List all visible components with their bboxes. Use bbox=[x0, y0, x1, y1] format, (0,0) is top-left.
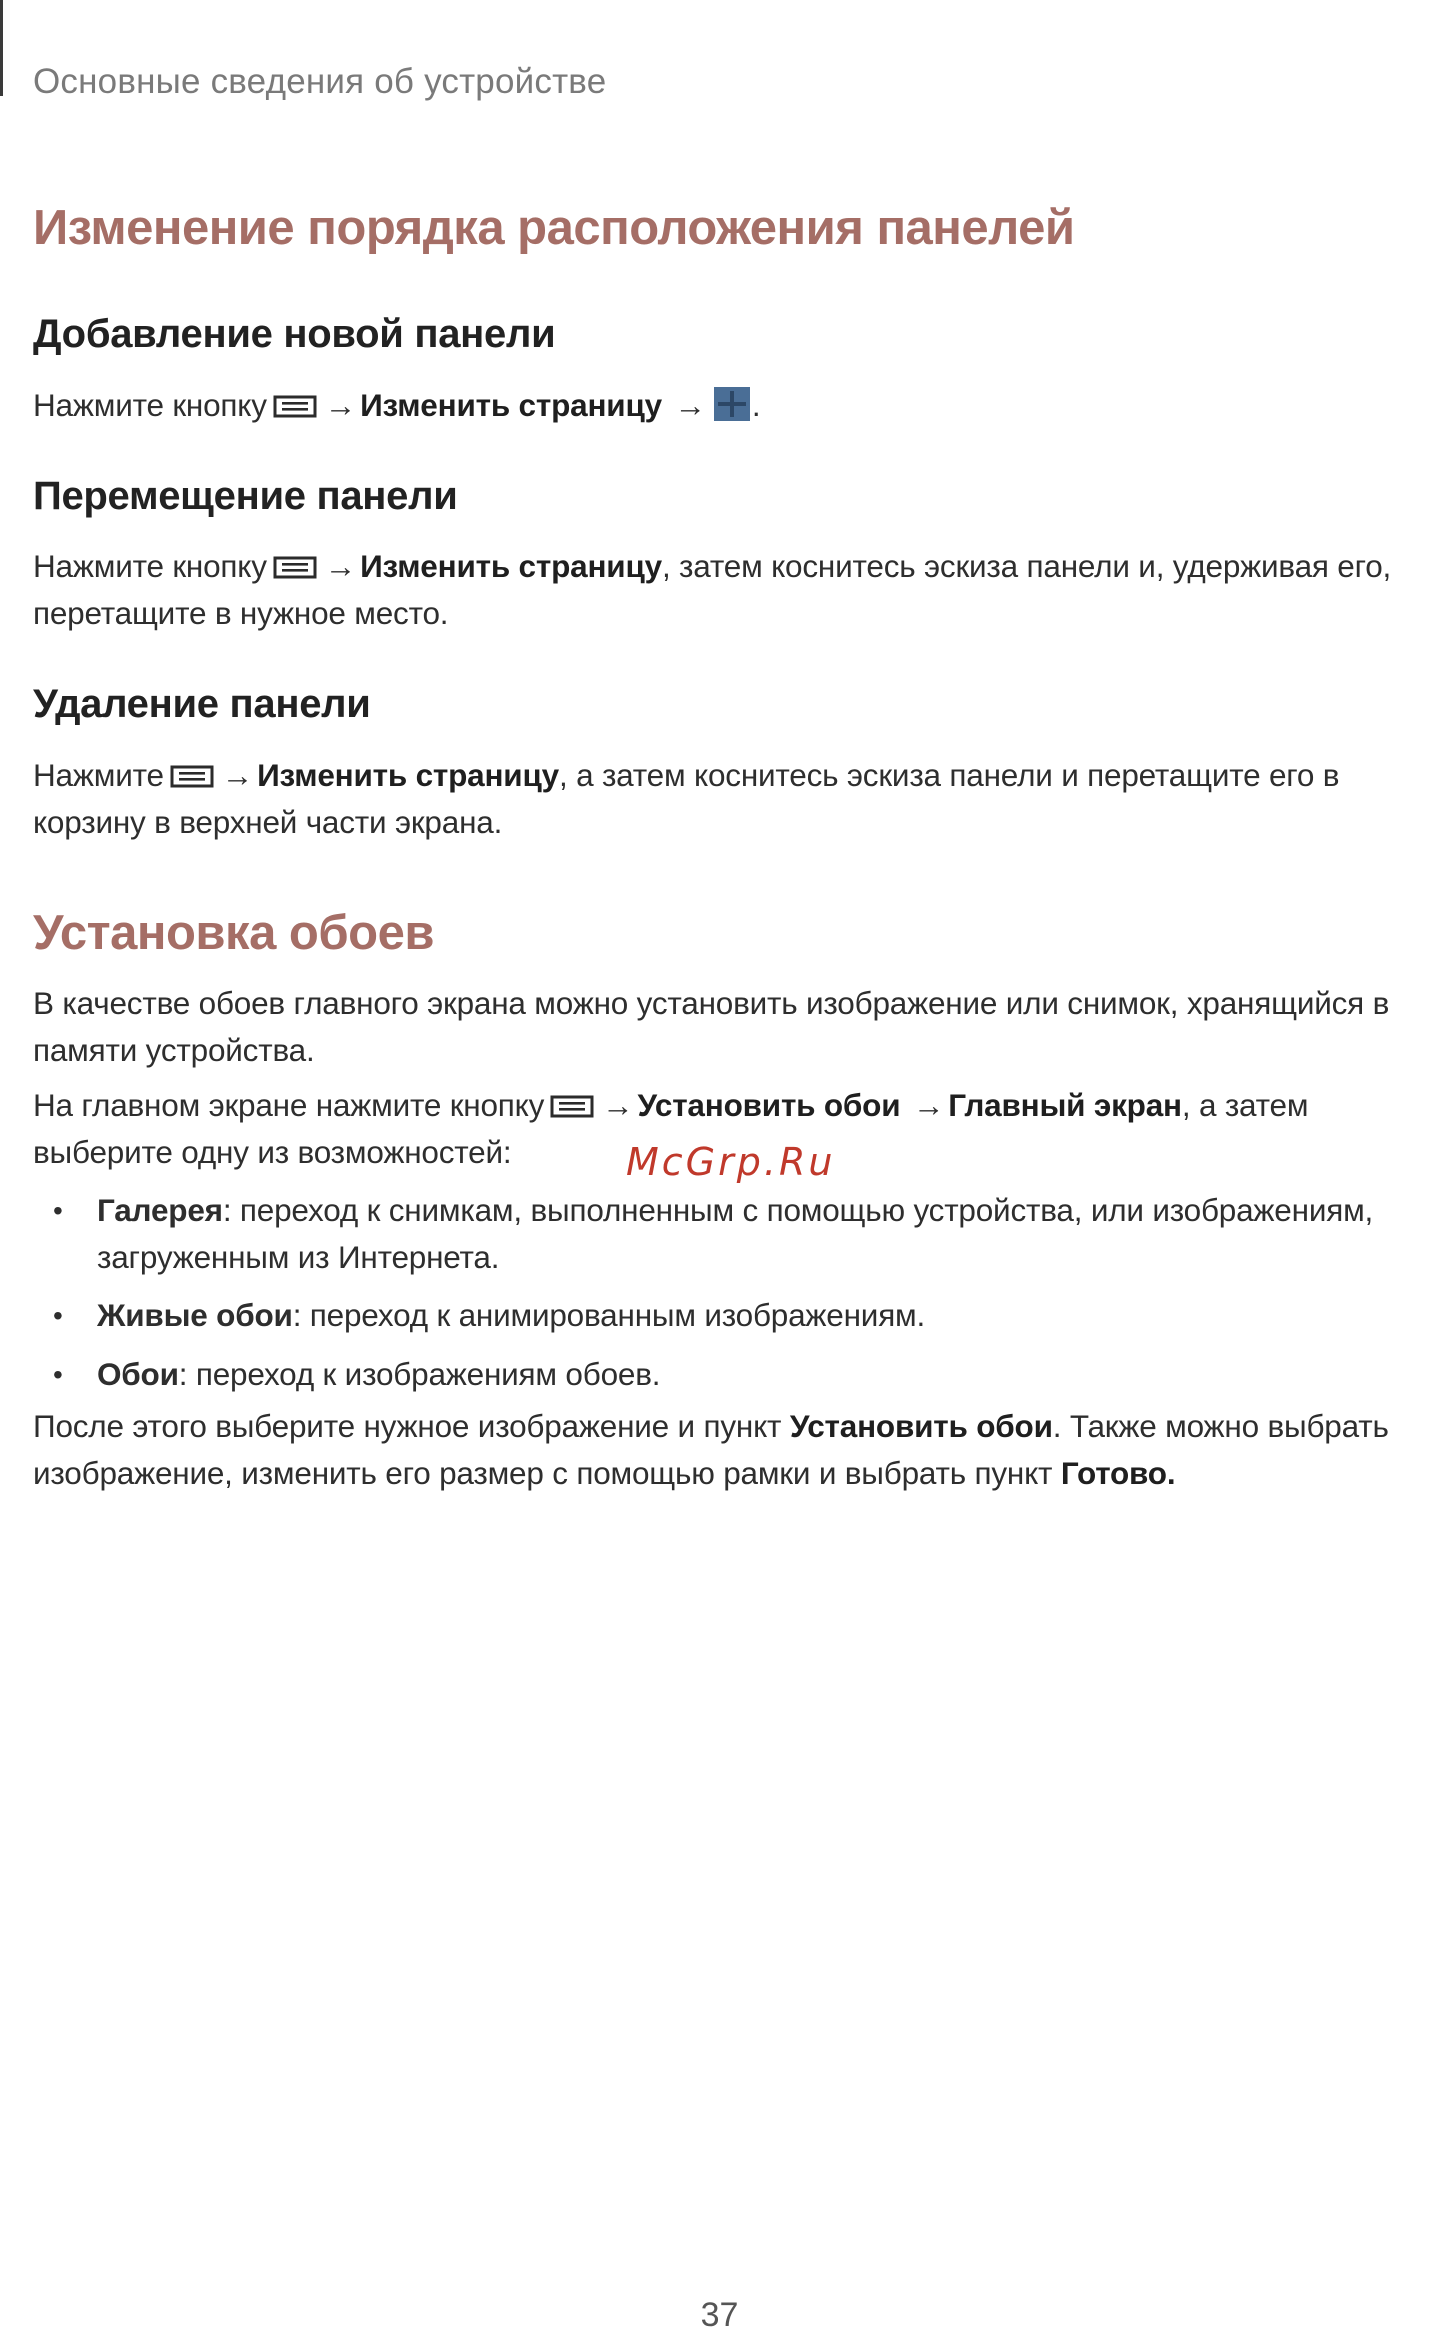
menu-key-icon bbox=[273, 556, 317, 579]
bold-term: Галерея bbox=[97, 1192, 223, 1228]
bullet-dot: • bbox=[53, 1195, 63, 1226]
bold-term: Установить обои bbox=[789, 1408, 1053, 1444]
text: , затем коснитесь эскиза панели и, удерживая его, перетащите в нужное место. bbox=[33, 548, 1392, 631]
text: После этого выберите нужное изображение и пункт bbox=[33, 1408, 782, 1444]
running-header: Основные сведения об устройстве bbox=[33, 62, 607, 101]
bullet-dot: • bbox=[53, 1359, 63, 1390]
paragraph-wallpaper-finish bbox=[33, 1403, 1433, 1497]
bold-term: Обои bbox=[97, 1356, 179, 1392]
page-number: 37 bbox=[700, 2296, 739, 2334]
text: : переход к анимированным изображениям. bbox=[292, 1297, 926, 1333]
paragraph-delete-panel bbox=[33, 752, 1433, 846]
bold-term: Установить обои bbox=[637, 1087, 901, 1123]
list-item-text bbox=[97, 1187, 1417, 1281]
list-item-text bbox=[97, 1292, 1417, 1339]
bold-term: Главный экран bbox=[948, 1087, 1182, 1123]
text: , а затем коснитесь эскиза панели и перетащите его в корзину в верхней части экрана. bbox=[33, 757, 1340, 840]
arrow: → bbox=[221, 757, 254, 793]
text: Нажмите bbox=[33, 757, 164, 793]
paragraph-wallpaper-intro: В качестве обоев главного экрана можно установить изображение или снимок, хранящийся в памяти устройства. bbox=[33, 985, 1390, 1068]
period: . bbox=[751, 387, 761, 423]
section-title-wallpaper: Установка обоев bbox=[33, 906, 434, 960]
heading-add-panel: Добавление новой панели bbox=[33, 312, 556, 356]
period: . bbox=[1166, 1455, 1176, 1491]
heading-delete-panel: Удаление панели bbox=[33, 682, 371, 726]
arrow: → bbox=[912, 1087, 945, 1123]
text: Нажмите кнопку bbox=[33, 387, 267, 423]
text: : переход к снимкам, выполненным с помощью устройства, или изображениям, загруженным из Интернета. bbox=[97, 1192, 1374, 1275]
section-title-panels: Изменение порядка расположения панелей bbox=[33, 201, 1075, 255]
arrow: → bbox=[324, 387, 357, 423]
bold-term: Живые обои bbox=[97, 1297, 293, 1333]
text: На главном экране нажмите кнопку bbox=[33, 1087, 545, 1123]
paragraph-move-panel bbox=[33, 543, 1433, 637]
page-edge-line bbox=[0, 0, 3, 96]
text: Нажмите кнопку bbox=[33, 548, 267, 584]
arrow: → bbox=[602, 1087, 634, 1123]
text: , а затем выберите одну из возможностей: bbox=[33, 1087, 1309, 1170]
text: : переход к изображениям обоев. bbox=[178, 1356, 661, 1392]
bold-term: Изменить страницу bbox=[360, 548, 662, 584]
arrow: → bbox=[674, 387, 706, 423]
bold-term: Изменить страницу bbox=[257, 757, 559, 793]
list-item-text bbox=[97, 1351, 1417, 1398]
paragraph-add-panel bbox=[33, 382, 1433, 429]
plus-icon bbox=[714, 387, 750, 421]
bold-term: Изменить страницу bbox=[360, 387, 662, 423]
bullet-dot: • bbox=[53, 1300, 63, 1331]
bold-term: Готово bbox=[1060, 1455, 1167, 1491]
watermark: McGrp.Ru bbox=[626, 1140, 836, 1184]
menu-key-icon bbox=[550, 1095, 594, 1118]
heading-move-panel: Перемещение панели bbox=[33, 474, 458, 518]
menu-key-icon bbox=[170, 765, 214, 788]
arrow: → bbox=[324, 548, 357, 584]
menu-key-icon bbox=[273, 395, 317, 418]
text: . Также можно выбрать изображение, изменить его размер с помощью рамки и выбрать пункт bbox=[33, 1408, 1389, 1491]
